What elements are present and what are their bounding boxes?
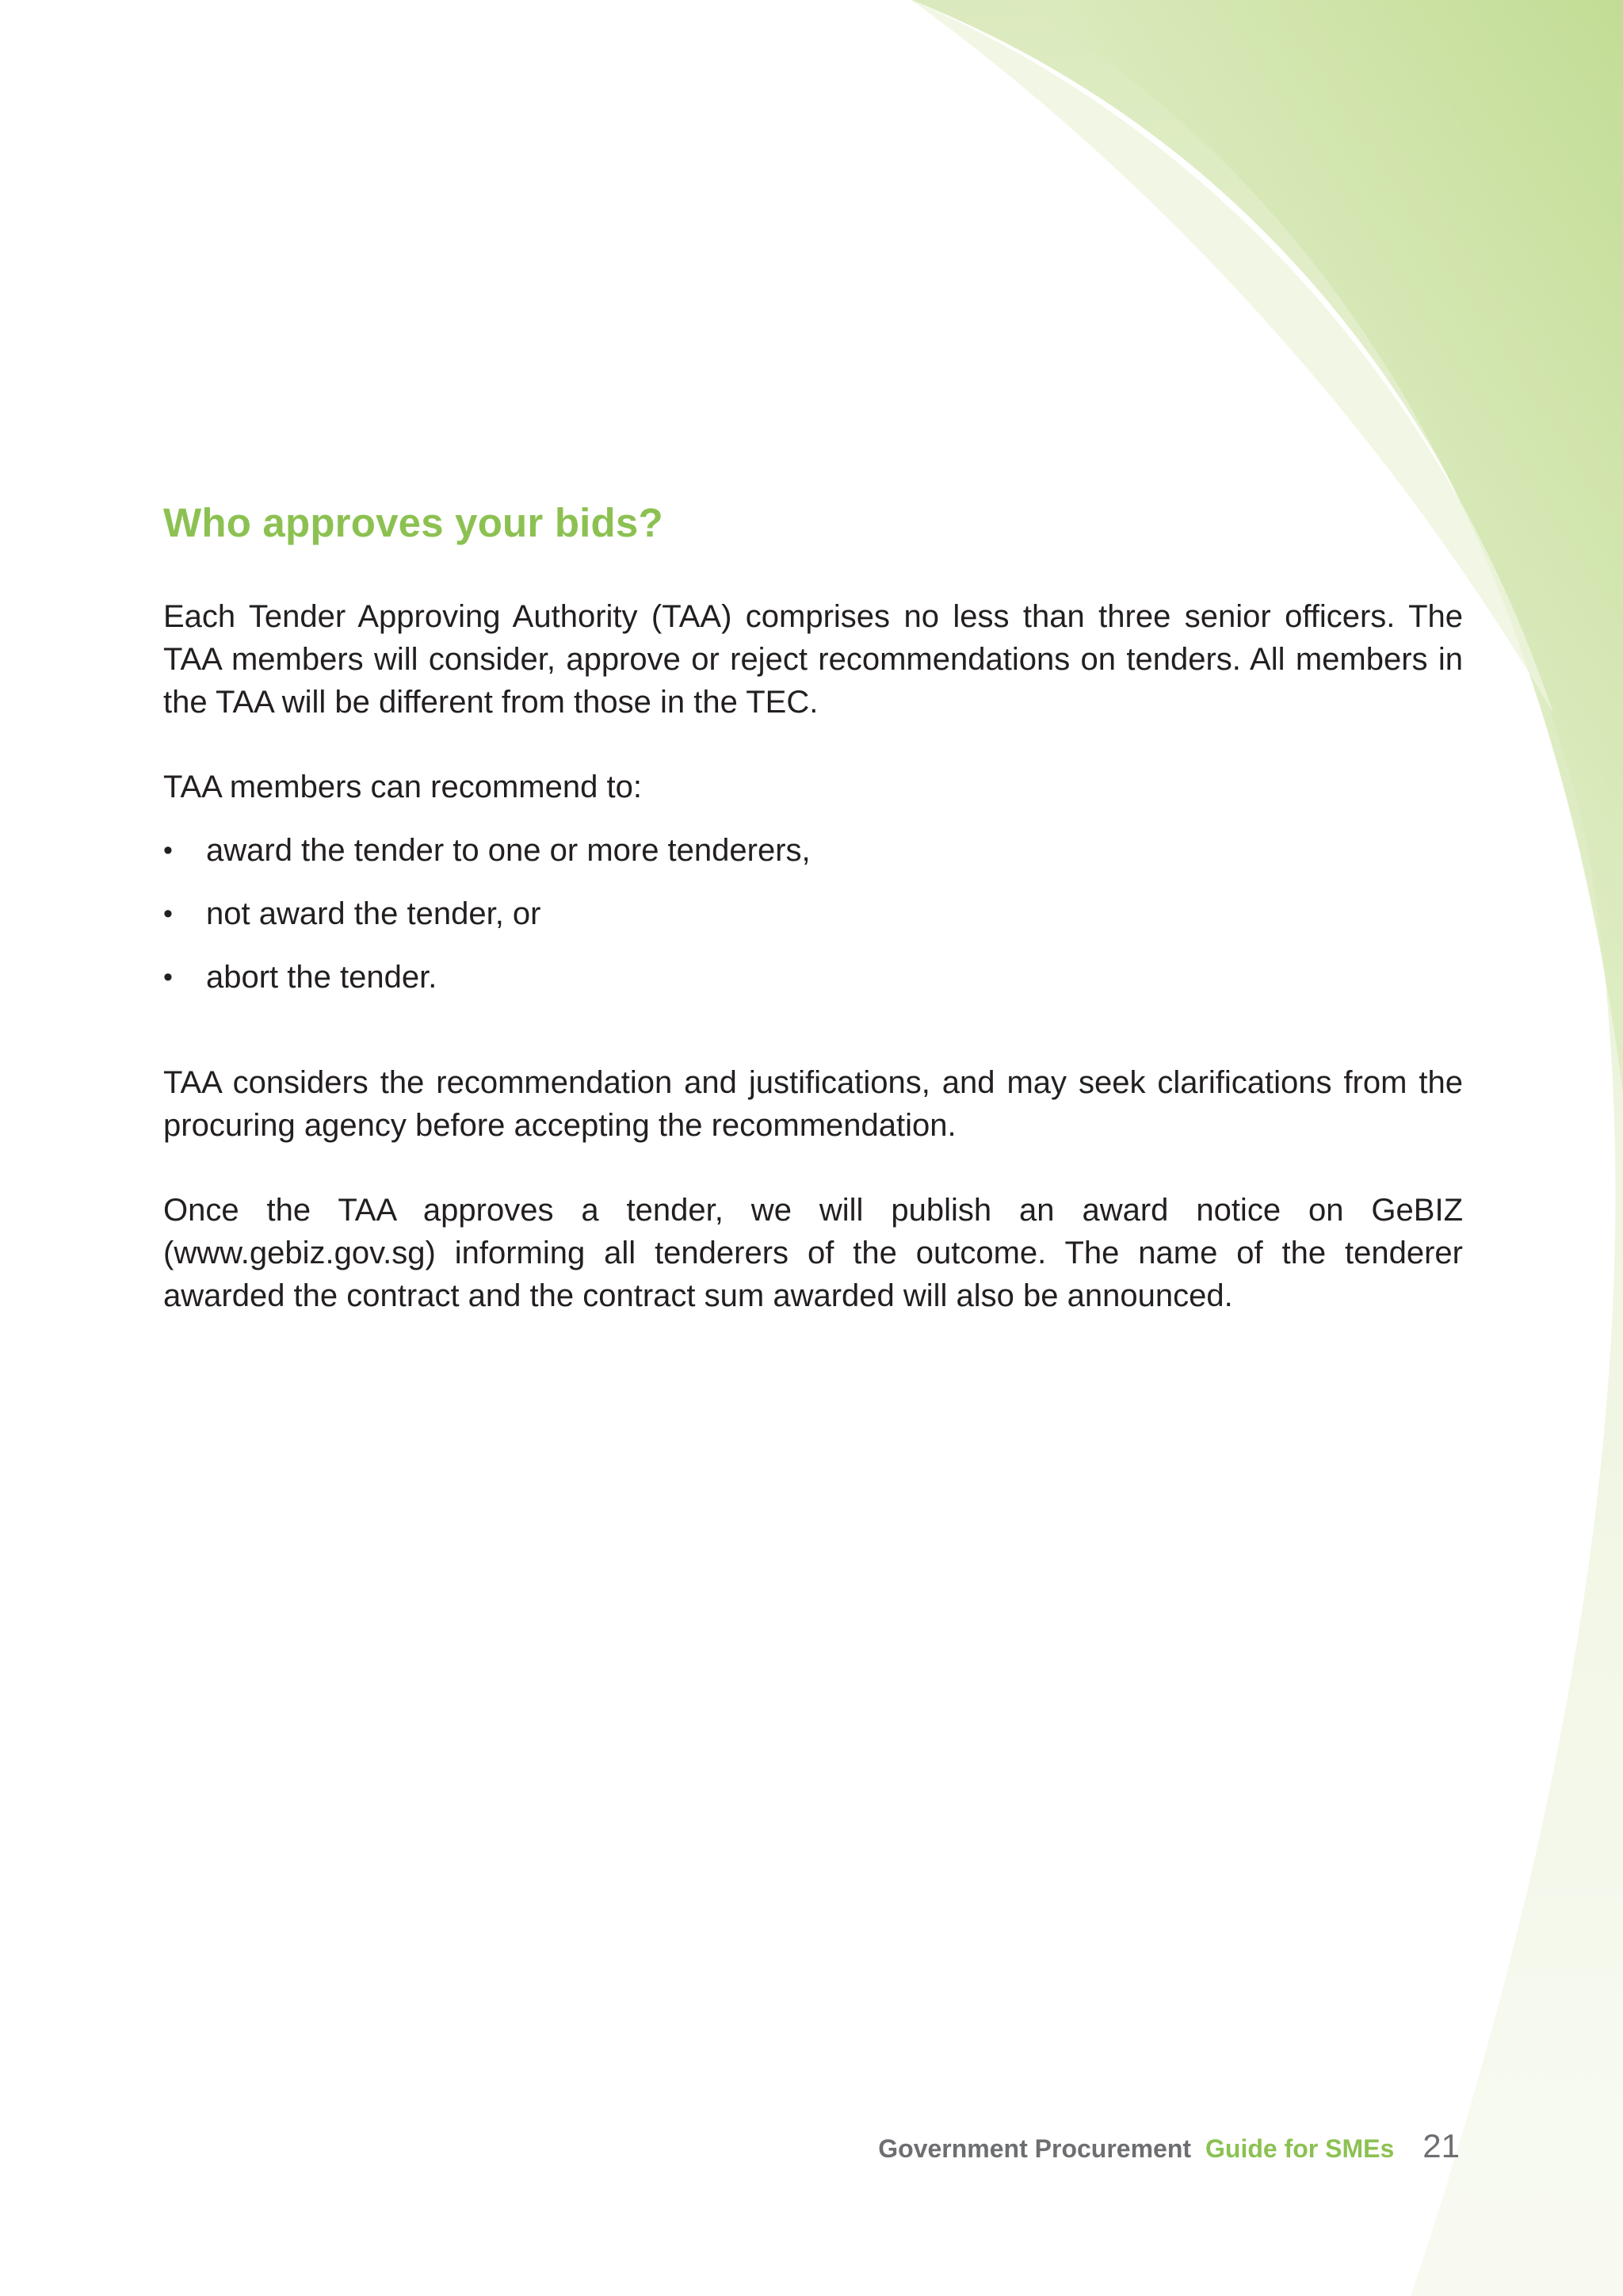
list-item xyxy=(163,892,811,935)
section-heading: Who approves your bids? xyxy=(163,500,663,545)
bullet-icon: • xyxy=(163,835,173,865)
list-item xyxy=(163,956,811,999)
footer-publication-title: Government Procurement xyxy=(878,2134,1192,2163)
footer-guide-title: Guide for SMEs xyxy=(1205,2134,1395,2163)
paragraph-recommend-intro: TAA members can recommend to: xyxy=(163,770,642,804)
paragraph-award-notice: Once the TAA approves a tender, we will publish an award notice on GeBIZ (www.gebiz.gov.sg) informing all tenderers of the outcome. The name of the tenderer awarded the contract and the contract sum awarded will also be announced. xyxy=(163,1193,1463,1313)
list-item-text: not award the tender, or xyxy=(206,896,541,931)
page-number: 21 xyxy=(1423,2127,1460,2164)
bullet-icon: • xyxy=(163,899,173,929)
list-item-text: abort the tender. xyxy=(206,960,437,995)
paragraph-taa-considers: TAA considers the recommendation and justifications, and may seek clarifications from the procuring agency before accepting the recommendation. xyxy=(163,1065,1463,1143)
paragraph-taa-composition: Each Tender Approving Authority (TAA) comprises no less than three senior officers. The TAA members will consider, approve or reject recommendations on tenders. All members in the TAA will be different from those in the TEC. xyxy=(163,599,1463,720)
list-item-text: award the tender to one or more tenderers, xyxy=(206,833,811,868)
page-footer xyxy=(878,2127,1460,2165)
recommendation-list xyxy=(163,829,811,1019)
list-item xyxy=(163,829,811,872)
bullet-icon: • xyxy=(163,962,173,992)
